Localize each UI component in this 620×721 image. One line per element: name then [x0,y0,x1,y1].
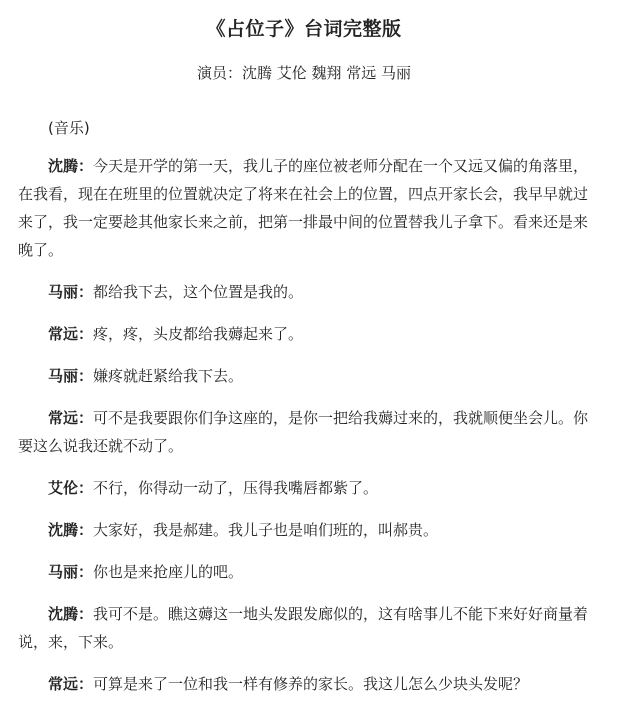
dialogue-text: 今天是开学的第一天，我儿子的座位被老师分配在一个又远又偏的角落里，在我看，现在在班里的位置就决定了将来在社会上的位置，四点开家长会，我早早就过来了，我一定要趁其他家长来之前，把第一排最中间的位置替我儿子拿下。看来还是来晚了。 [18,157,589,259]
speaker-name: 马丽： [48,283,94,301]
dialogue-text: 嫌疼就赶紧给我下去。 [93,367,244,385]
speaker-name: 沈腾： [48,157,94,175]
dialogue-line [18,600,590,656]
dialogue-line [18,474,590,502]
speaker-name: 马丽： [48,563,94,581]
speaker-name: 沈腾： [48,605,94,623]
dialogue-text: 可算是来了一位和我一样有修养的家长。我这儿怎么少块头发呢？ [93,675,529,693]
dialogue-text: 我可不是。瞧这薅这一地头发跟发廊似的，这有啥事儿不能下来好好商量着说，来，下来。 [18,605,589,651]
speaker-name: 马丽： [48,367,94,385]
dialogue-line [18,152,590,264]
speaker-name: 常远： [48,325,94,343]
speaker-name: 常远： [48,675,94,693]
dialogue-text: 疼，疼，头皮都给我薅起来了。 [93,325,304,343]
dialogue-line [18,404,590,460]
document-title: 《占位子》台词完整版 [206,18,402,40]
dialogue-text: 不行，你得动一动了，压得我嘴唇都紫了。 [93,479,379,497]
dialogue-line [18,278,590,306]
speaker-name: 艾伦： [48,479,94,497]
dialogue-text: 大家好，我是郝建。我儿子也是咱们班的，叫郝贵。 [93,521,439,539]
stage-direction: (音乐) [48,119,90,137]
dialogue-text: 你也是来抢座儿的吧。 [93,563,244,581]
dialogue-line [18,558,590,586]
dialogue-text: 可不是我要跟你们争这座的，是你一把给我薅过来的，我就顺便坐会儿。你要这么说我还就不动了。 [18,409,589,455]
speaker-name: 沈腾： [48,521,94,539]
dialogue-line [18,516,590,544]
cast-list: 演员：沈腾 艾伦 魏翔 常远 马丽 [196,64,412,82]
dialogue-line [18,362,590,390]
dialogue-line [18,670,590,698]
script-body [18,114,590,698]
dialogue-text: 都给我下去，这个位置是我的。 [93,283,304,301]
dialogue-line [18,320,590,348]
speaker-name: 常远： [48,409,94,427]
